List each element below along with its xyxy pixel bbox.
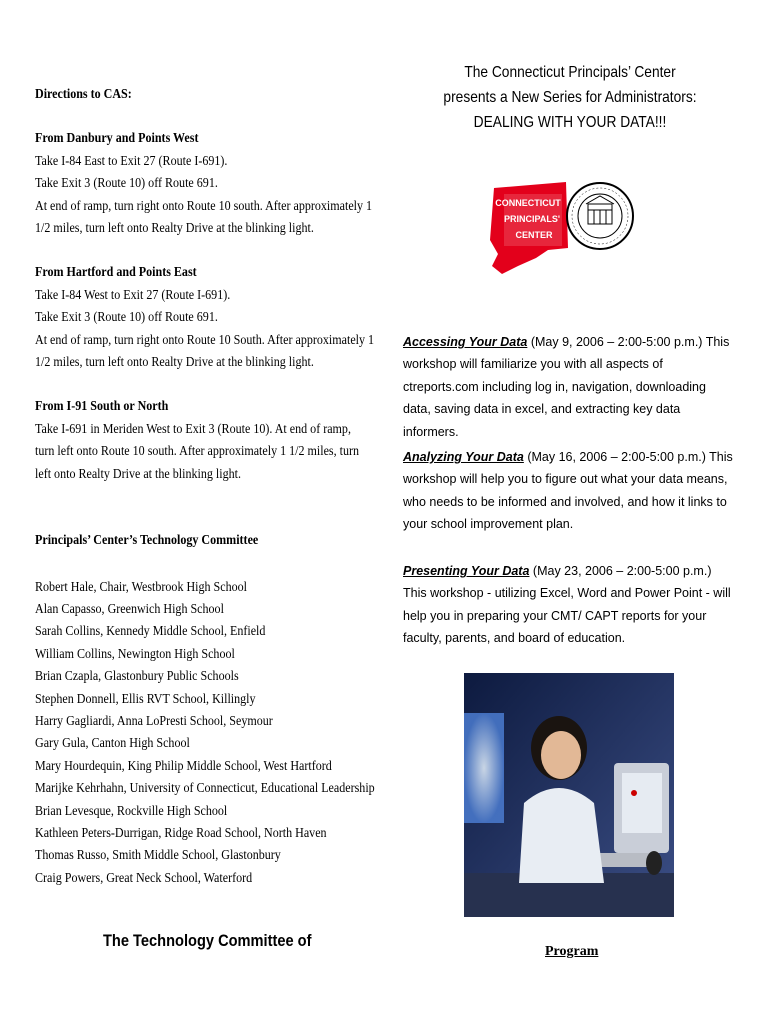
logo-text-line: CENTER <box>515 230 553 240</box>
committee-member: Mary Hourdequin, King Philip Middle School, West Hartford <box>35 758 332 774</box>
directions-heading: Directions to CAS: <box>35 87 132 102</box>
woman-at-computer-photo <box>464 673 674 917</box>
association-seal-icon <box>567 183 633 249</box>
workshop-analyzing <box>403 446 733 536</box>
route-section <box>35 396 379 486</box>
committee-member: Marijke Kehrhahn, University of Connecticut, Educational Leadership <box>35 781 375 797</box>
title-line: The Connecticut Principals’ Center <box>464 64 676 81</box>
route-line: left onto Realty Drive at the blinking light. <box>35 466 241 482</box>
route-heading: From Hartford and Points East <box>35 265 197 281</box>
workshop-title: Presenting Your Data <box>403 564 530 578</box>
route-line: Take I-691 in Meriden West to Exit 3 (Route 10). At end of ramp, <box>35 421 351 437</box>
workshop-description: (May 23, 2006 – 2:00-5:00 p.m.) This workshop - utilizing Excel, Word and Power Point - will help you in preparing your CMT/ CAPT reports for your faculty, parents, and board of education. <box>403 564 731 646</box>
committee-member: Craig Powers, Great Neck School, Waterford <box>35 870 253 886</box>
committee-member: Kathleen Peters-Durrigan, Ridge Road School, North Haven <box>35 825 327 841</box>
route-line: At end of ramp, turn right onto Route 10 south. After approximately 1 <box>35 198 373 214</box>
committee-member: Gary Gula, Canton High School <box>35 736 190 752</box>
route-line: 1/2 miles, turn left onto Realty Drive at the blinking light. <box>35 221 314 237</box>
workshop-description: (May 16, 2006 – 2:00-5:00 p.m.) This workshop will help you to figure out what your data means, who needs to be informed and involved, and how it links to your school improvement plan. <box>403 450 733 532</box>
committee-member: Alan Capasso, Greenwich High School <box>35 601 224 617</box>
route-line: Take Exit 3 (Route 10) off Route 691. <box>35 176 218 192</box>
committee-heading: Principals’ Center’s Technology Committee <box>35 533 259 549</box>
title-line: presents a New Series for Administrators: <box>443 89 697 106</box>
workshop-presenting <box>403 560 733 650</box>
route-heading: From Danbury and Points West <box>35 131 199 147</box>
route-line: At end of ramp, turn right onto Route 10 South. After approximately 1 <box>35 332 375 348</box>
committee-member: Sarah Collins, Kennedy Middle School, Enfield <box>35 624 266 640</box>
directions-column <box>35 84 379 890</box>
title-line: DEALING WITH YOUR DATA!!! <box>473 114 667 131</box>
route-section <box>35 128 379 240</box>
committee-member: Harry Gagliardi, Anna LoPresti School, Seymour <box>35 713 273 729</box>
route-heading: From I-91 South or North <box>35 399 169 415</box>
committee-footer: The Technology Committee of <box>103 931 312 950</box>
logo-text-line: PRINCIPALS' <box>504 214 560 224</box>
committee-member: Thomas Russo, Smith Middle School, Glastonbury <box>35 848 281 864</box>
committee-member: Brian Czapla, Glastonbury Public Schools <box>35 669 239 685</box>
committee-member: Brian Levesque, Rockville High School <box>35 803 228 819</box>
brochure-title <box>441 60 699 135</box>
workshop-title: Accessing Your Data <box>403 335 528 349</box>
workshop-accessing <box>403 331 733 443</box>
route-section <box>35 262 379 374</box>
route-line: 1/2 miles, turn left onto Realty Drive at the blinking light. <box>35 355 314 371</box>
committee-member: Robert Hale, Chair, Westbrook High School <box>35 579 248 595</box>
route-line: Take I-84 East to Exit 27 (Route I-691). <box>35 153 228 169</box>
route-line: Take I-84 West to Exit 27 (Route I-691). <box>35 287 231 303</box>
ct-principals-center-logo <box>488 170 638 280</box>
route-line: Take Exit 3 (Route 10) off Route 691. <box>35 310 218 326</box>
committee-list <box>35 577 379 891</box>
logos <box>488 170 638 280</box>
committee-member: Stephen Donnell, Ellis RVT School, Killingly <box>35 691 256 707</box>
committee-member: William Collins, Newington High School <box>35 646 235 662</box>
workshop-title: Analyzing Your Data <box>403 450 524 464</box>
logo-text-line: CONNECTICUT <box>495 198 561 208</box>
route-line: turn left onto Route 10 south. After approximately 1 1/2 miles, turn <box>35 444 360 460</box>
workshop-description: (May 9, 2006 – 2:00-5:00 p.m.) This workshop will familiarize you with all aspects of ctreports.com including log in, navigation, downloading data, saving data in excel, and extracting key data informers. <box>403 335 730 439</box>
program-heading: Program <box>545 944 599 959</box>
